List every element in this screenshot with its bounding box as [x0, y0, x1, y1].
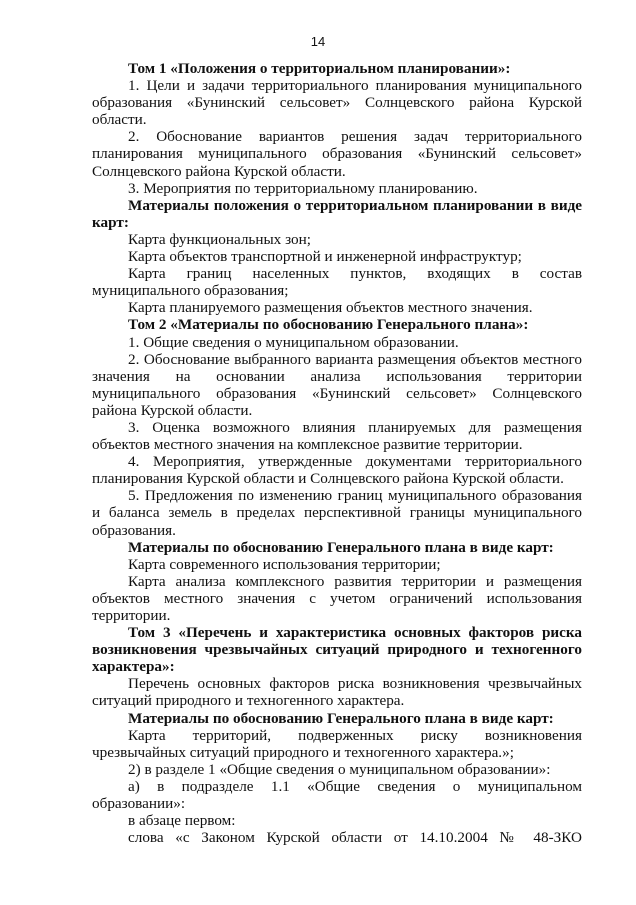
- paragraph: Карта границ населенных пунктов, входящих в состав муниципального образования;: [92, 265, 582, 300]
- paragraph: 1. Общие сведения о муниципальном образовании.: [128, 333, 459, 351]
- section-heading: Материалы положения о территориальном планировании в виде карт:: [92, 196, 582, 231]
- paragraph: 2) в разделе 1 «Общие сведения о муниципальном образовании»:: [128, 760, 551, 778]
- paragraph: 5. Предложения по изменению границ муниципального образования и баланса земель в пределах перспективной границы муниципального образования.: [92, 487, 582, 539]
- paragraph: Карта современного использования территории;: [128, 555, 441, 573]
- paragraph: Карта анализа комплексного развития территории и размещения объектов местного значения с учетом ограничений использования территории.: [92, 572, 582, 624]
- section-heading: Том 3 «Перечень и характеристика основных факторов риска возникновения чрезвычайных ситуаций природного и техногенного характера»:: [92, 624, 582, 676]
- section-heading: Том 2 «Материалы по обоснованию Генерального плана»:: [128, 316, 529, 334]
- paragraph: 2. Обоснование вариантов решения задач территориального планирования муниципального образования «Бунинский сельсовет» Солнцевского района Курской области.: [92, 128, 582, 180]
- paragraph: Карта планируемого размещения объектов местного значения.: [128, 299, 533, 317]
- paragraph: Карта территорий, подверженных риску возникновения чрезвычайных ситуаций природного и техногенного характера.»;: [92, 726, 582, 761]
- paragraph: а) в подразделе 1.1 «Общие сведения о муниципальном образовании»:: [92, 777, 582, 813]
- section-heading: Материалы по обоснованию Генерального плана в виде карт:: [128, 709, 554, 727]
- section-heading: Том 1 «Положения о территориальном планировании»:: [128, 60, 511, 77]
- paragraph: 4. Мероприятия, утвержденные документами территориального планирования Курской области и Солнцевского района Курской области.: [92, 453, 582, 488]
- paragraph: 3. Оценка возможного влияния планируемых для размещения объектов местного значения на комплексное развитие территории.: [92, 418, 582, 454]
- paragraph: в абзаце первом:: [128, 812, 236, 830]
- paragraph: 1. Цели и задачи территориального планирования муниципального образования «Бунинский сельсовет» Солнцевского района Курской области.: [92, 77, 582, 129]
- paragraph: Карта функциональных зон;: [128, 230, 311, 248]
- document-body: [92, 60, 582, 846]
- page-number: 14: [310, 34, 326, 49]
- paragraph: 2. Обоснование выбранного варианта размещения объектов местного значения на основании анализа использования территории муниципального образования «Бунинский сельсовет» Солнцевского района Курской области.: [92, 350, 582, 419]
- paragraph: Карта объектов транспортной и инженерной инфраструктур;: [128, 248, 522, 266]
- section-heading: Материалы по обоснованию Генерального плана в виде карт:: [128, 538, 554, 556]
- paragraph: Перечень основных факторов риска возникновения чрезвычайных ситуаций природного и техногенного характера.: [92, 675, 582, 710]
- paragraph: слова «с Законом Курской области от 14.10.2004 № 48-ЗКО: [128, 829, 582, 847]
- paragraph: 3. Мероприятия по территориальному планированию.: [128, 179, 478, 197]
